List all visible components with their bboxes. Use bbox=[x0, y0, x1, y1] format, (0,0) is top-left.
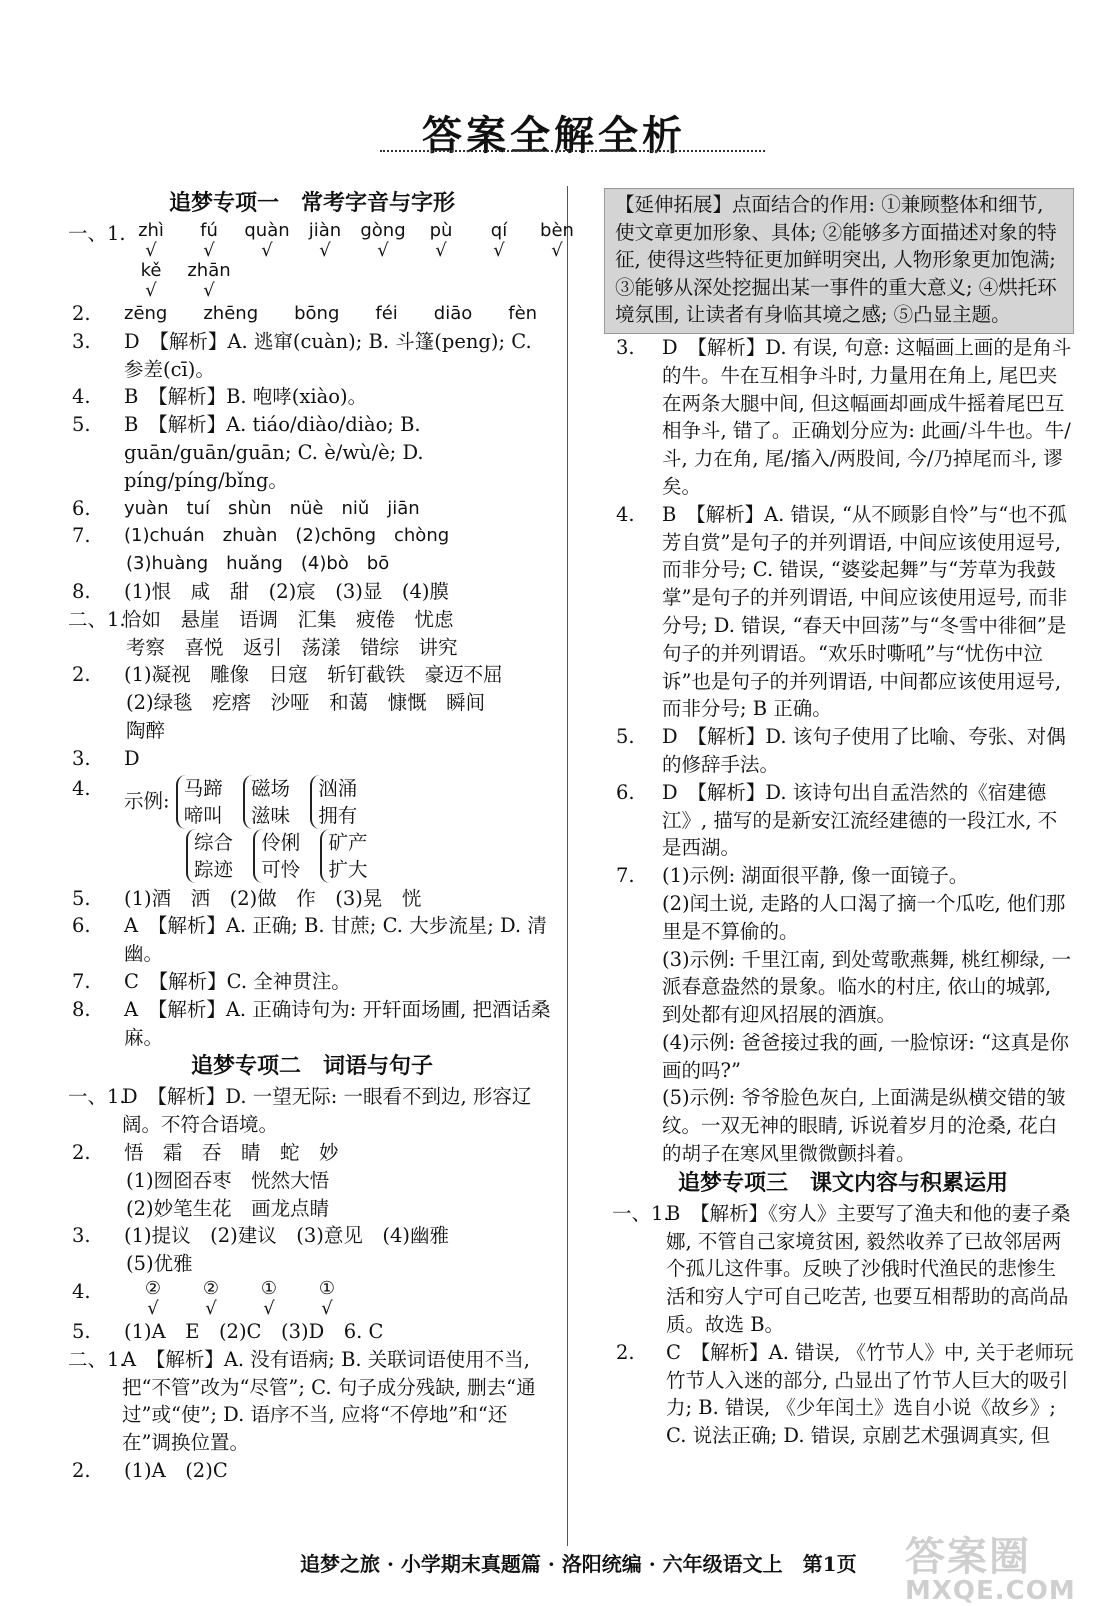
question-number: 5. bbox=[616, 725, 635, 749]
answer-text: (1)A (2)C bbox=[124, 1458, 228, 1482]
brace-group bbox=[310, 775, 357, 829]
pinyin-text: quàn bbox=[244, 220, 290, 241]
question-number: 8. bbox=[72, 579, 91, 603]
column-divider bbox=[567, 186, 568, 1546]
pinyin-item bbox=[240, 1278, 298, 1318]
question-number: 一、1. bbox=[612, 1201, 670, 1225]
brace-groups bbox=[124, 775, 556, 829]
mark-row bbox=[124, 1278, 556, 1318]
question-number: 2. bbox=[72, 663, 91, 687]
answer-text: (1)恨 咸 甜 (2)宸 (3)显 (4)膜 bbox=[124, 579, 449, 603]
question-number: 7. bbox=[72, 524, 91, 548]
pinyin-item bbox=[182, 1278, 240, 1318]
brace-groups-2 bbox=[68, 829, 556, 883]
word: 汹涌 bbox=[318, 776, 358, 800]
question-number: 3. bbox=[72, 1224, 91, 1248]
answer-text: (1)chuán zhuàn (2)chōng chòng bbox=[124, 525, 450, 547]
answer-text: B 【解析】《穷人》主要写了渔夫和他的妻子桑娜, 不管自己家境贫困, 毅然收养了已故邻居两个孤儿这件事。反映了沙俄时代渔民的悲惨生活和穷人宁可自己吃苦, 也要互相帮助的高尚品质。故选 B。 bbox=[666, 1201, 1071, 1337]
question-number: 2. bbox=[72, 1140, 91, 1164]
answer-text: 考察 喜悦 返引 荡漾 错综 讲究 bbox=[126, 635, 458, 659]
pinyin-item bbox=[238, 220, 296, 260]
pinyin-text: bèn bbox=[540, 220, 574, 241]
question-number: 5. bbox=[72, 1319, 91, 1343]
section-title-1: 追梦专项一 常考字音与字形 bbox=[168, 191, 455, 216]
word: 扩大 bbox=[328, 857, 368, 881]
pinyin-item bbox=[180, 220, 238, 260]
check-icon: √ bbox=[321, 1297, 333, 1319]
answer-text: 陶醉 bbox=[126, 718, 166, 742]
pinyin-text: jiàn bbox=[308, 220, 342, 241]
question-number: 一、1. bbox=[68, 1085, 126, 1109]
pinyin-text: zhì bbox=[138, 220, 164, 241]
question-1-2 bbox=[68, 300, 556, 328]
pinyin-item bbox=[412, 220, 470, 260]
right-column bbox=[612, 188, 1074, 1450]
answer-text: (2)绿毯 疙瘩 沙哑 和蔼 慷慨 瞬间 bbox=[126, 691, 486, 715]
question-number: 4. bbox=[72, 385, 91, 409]
pinyin-row bbox=[122, 220, 586, 260]
question-2-2 bbox=[68, 661, 556, 689]
word: 综合 bbox=[194, 830, 234, 854]
word: 伶俐 bbox=[261, 830, 301, 854]
pinyin-item bbox=[298, 1278, 356, 1318]
answer-text: D 【解析】D. 该诗句出自孟浩然的《宿建德江》, 描写的是新安江流经建德的一段江水, 不是西湖。 bbox=[662, 780, 1058, 860]
answer-text: (1)A E (2)C (3)D 6. C bbox=[124, 1319, 384, 1343]
question-2-1 bbox=[68, 606, 556, 634]
question-r6 bbox=[612, 779, 1074, 862]
question-4-2 bbox=[68, 1457, 556, 1485]
answer-text: D 【解析】D. 一望无际: 一眼看不到边, 形容辽阔。不符合语境。 bbox=[122, 1085, 532, 1137]
pinyin-item bbox=[124, 1278, 182, 1318]
question-number: 2. bbox=[72, 1458, 91, 1482]
brace-group bbox=[243, 775, 290, 829]
question-number: 2. bbox=[72, 302, 91, 325]
question-number: 二、1. bbox=[68, 1347, 126, 1371]
pinyin-text: fú bbox=[200, 220, 218, 241]
pinyin-row bbox=[122, 260, 238, 300]
question-number: 二、1. bbox=[68, 607, 126, 631]
question-2-6 bbox=[68, 912, 556, 968]
watermark-logo bbox=[905, 1525, 1076, 1606]
watermark-url: MXQE.COM bbox=[905, 1576, 1076, 1606]
pinyin-item bbox=[470, 220, 528, 260]
answer-text: (1)示例: 湖面很平静, 像一面镜子。 bbox=[662, 864, 969, 888]
answer-text: (2)妙笔生花 画龙点睛 bbox=[126, 1196, 330, 1220]
answer-text: 恰如 悬崖 语调 汇集 疲倦 忧虑 bbox=[122, 607, 454, 631]
question-2-8 bbox=[68, 996, 556, 1052]
question-number: 3. bbox=[72, 329, 91, 353]
question-number: 4. bbox=[72, 1279, 91, 1303]
example-label: 示例: bbox=[124, 789, 170, 813]
question-r5 bbox=[612, 723, 1074, 779]
question-number: 7. bbox=[616, 864, 635, 888]
word: 拥有 bbox=[318, 803, 358, 827]
word: 磁场 bbox=[251, 776, 291, 800]
pinyin-text: kě bbox=[140, 260, 162, 281]
answer-text: D bbox=[124, 746, 140, 770]
watermark-text: 答案圈 bbox=[905, 1534, 1031, 1580]
question-2-4 bbox=[68, 775, 556, 829]
answer-text: (1)提议 (2)建议 (3)意见 (4)幽雅 bbox=[124, 1224, 449, 1248]
question-number: 5. bbox=[72, 413, 91, 437]
question-3-1 bbox=[68, 1083, 556, 1139]
answer-text: D 【解析】D. 有误, 句意: 这幅画上画的是角斗的牛。牛在互相争斗时, 力量用在角上, 尾巴夹在两条大腿中间, 但这幅画却画成牛摇着尾巴互相争斗, 错了。正确划分应为: 此画/斗牛也。牛/斗, 力在角, 尾/搐入/两股间, 今/乃掉尾而斗, 谬矣。 bbox=[662, 335, 1072, 498]
section-title-3: 追梦专项三 课文内容与积累运用 bbox=[677, 1170, 1008, 1196]
check-icon: √ bbox=[147, 1297, 159, 1319]
pinyin-item bbox=[354, 220, 412, 260]
question-t1 bbox=[612, 1200, 1074, 1339]
question-number: 3. bbox=[616, 335, 635, 359]
check-icon: √ bbox=[203, 240, 215, 261]
question-1-7 bbox=[68, 522, 556, 550]
word: 啼叫 bbox=[183, 803, 223, 827]
answer-text: B 【解析】A. tiáo/diào/diào; B. guān/guān/guān; C. è/wù/è; D. píng/píng/bǐng。 bbox=[124, 413, 424, 492]
brace-group bbox=[253, 829, 300, 883]
answer-text: (3)示例: 千里江南, 到处莺歌燕舞, 桃红柳绿, 一派春意盎然的景象。临水的村庄, 依山的城郭, 到处都有迎风招展的酒旗。 bbox=[662, 947, 1072, 1027]
answer-text: C 【解析】A. 错误, 《竹节人》中, 关于老师玩竹节人入迷的部分, 凸显出了竹节人巨大的吸引力; B. 错误, 《少年闰土》选自小说《故乡》; C. 说法正确; D. 错误, 京剧艺术强调真实, 但 bbox=[666, 1340, 1074, 1448]
answer-text: D 【解析】A. 逃窜(cuàn); B. 斗篷(peng); C. 参差(cī)。 bbox=[124, 329, 532, 381]
check-icon: √ bbox=[261, 240, 273, 261]
question-1-8 bbox=[68, 578, 556, 606]
question-1-1 bbox=[68, 220, 574, 261]
check-icon: √ bbox=[551, 240, 563, 261]
page-title: 答案全解全析 bbox=[422, 113, 686, 159]
answer-text: A 【解析】A. 正确诗句为: 开轩面场圃, 把酒话桑麻。 bbox=[124, 997, 551, 1049]
pinyin-item bbox=[122, 220, 180, 260]
pinyin-group bbox=[122, 220, 586, 260]
pinyin-text: qí bbox=[490, 220, 508, 241]
question-number: 8. bbox=[72, 997, 91, 1021]
question-number: 5. bbox=[72, 886, 91, 910]
section-title-2: 追梦专项二 词语与句子 bbox=[190, 1054, 433, 1080]
question-2-5 bbox=[68, 885, 556, 913]
answer-text: (5)优雅 bbox=[126, 1252, 193, 1276]
pinyin-text: gòng bbox=[360, 220, 406, 241]
page-footer: 追梦之旅 · 小学期末真题篇 · 洛阳统编 · 六年级语文上 第1页 bbox=[300, 1552, 857, 1576]
answer-text: (5)示例: 爷爷脸色灰白, 上面满是纵横交错的皱纹。一双无神的眼睛, 诉说着岁月的沧桑, 花白的胡子在寒风里微微颤抖着。 bbox=[662, 1086, 1066, 1166]
brace-group bbox=[176, 775, 223, 829]
word: 可怜 bbox=[261, 857, 301, 881]
pinyin-item bbox=[528, 220, 586, 260]
question-1-3 bbox=[68, 328, 556, 384]
answer-text: D 【解析】D. 该句子使用了比喻、夸张、对偶的修辞手法。 bbox=[662, 725, 1066, 776]
question-number: 4. bbox=[72, 776, 91, 800]
extension-box: 【延伸拓展】点面结合的作用: ①兼顾整体和细节, 使文章更加形象、具体; ②能够多方面描述对象的特征, 使得这些特征更加鲜明突出, 人物形象更加饱满; ③能够从深处挖掘出某一事件的重大意义; ④烘托环境氛围, 让读者有身临其境之感; ⑤凸显主题。 bbox=[604, 188, 1074, 334]
word: 马蹄 bbox=[183, 776, 223, 800]
check-icon: √ bbox=[203, 280, 215, 301]
question-4-1 bbox=[68, 1346, 556, 1457]
question-3-2 bbox=[68, 1139, 556, 1167]
check-icon: √ bbox=[435, 240, 447, 261]
word: 滋味 bbox=[251, 803, 291, 827]
answer-text: (1)囫囵吞枣 恍然大悟 bbox=[126, 1168, 330, 1192]
question-1-1-cont bbox=[68, 260, 556, 300]
question-number: 2. bbox=[616, 1340, 635, 1364]
title-rule bbox=[380, 150, 765, 152]
pinyin-list: zēng zhēng bōng féi diāo fèn bbox=[124, 303, 538, 324]
answer-text: (1)酒 洒 (2)做 作 (3)晃 恍 bbox=[124, 886, 422, 910]
question-3-5 bbox=[68, 1318, 556, 1346]
answer-text: (2)闰土说, 走路的人口渴了摘一个瓜吃, 他们那里是不算偷的。 bbox=[662, 891, 1066, 943]
answer-text: 悟 霜 吞 睛 蛇 妙 bbox=[124, 1140, 339, 1164]
question-number: 6. bbox=[72, 914, 91, 938]
question-number: 6. bbox=[616, 780, 635, 804]
check-icon: √ bbox=[493, 240, 505, 261]
pinyin-text: ② bbox=[202, 1277, 220, 1299]
pinyin-item bbox=[122, 260, 180, 300]
pinyin-text: pù bbox=[429, 220, 453, 241]
question-1-4 bbox=[68, 383, 556, 411]
answer-text: yuàn tuí shùn nüè niǔ jiān bbox=[124, 497, 420, 519]
question-number: 一、1. bbox=[68, 222, 126, 245]
check-icon: √ bbox=[319, 240, 331, 261]
answer-text: A 【解析】A. 正确; B. 甘蔗; C. 大步流星; D. 清幽。 bbox=[124, 914, 547, 966]
answer-text: (3)huàng huǎng (4)bò bō bbox=[126, 553, 390, 575]
question-number: 4. bbox=[616, 502, 635, 526]
question-3-4 bbox=[68, 1278, 556, 1318]
answer-text: (4)示例: 爸爸接过我的画, 一脸惊讶: “这真是你画的吗?” bbox=[662, 1030, 1070, 1082]
answer-text: (1)凝视 雕像 日寇 斩钉截铁 豪迈不屈 bbox=[124, 663, 503, 687]
pinyin-text: zhān bbox=[187, 260, 231, 281]
answer-text: C 【解析】C. 全神贯注。 bbox=[124, 969, 351, 993]
question-r3 bbox=[612, 334, 1074, 501]
check-icon: √ bbox=[145, 240, 157, 261]
answer-text: A 【解析】A. 没有语病; B. 关联词语使用不当, 把“不管”改为“尽管”; C. 句子成分残缺, 删去“通过”或“使”; D. 语序不当, 应将“不停地”和“还在”调换位置。 bbox=[122, 1347, 536, 1455]
pinyin-text: ① bbox=[318, 1277, 336, 1299]
question-t2 bbox=[612, 1339, 1074, 1450]
question-3-3 bbox=[68, 1222, 556, 1250]
word: 踪迹 bbox=[194, 857, 234, 881]
brace-group bbox=[320, 829, 367, 883]
question-r4 bbox=[612, 501, 1074, 723]
answer-text: B 【解析】B. 咆哮(xiào)。 bbox=[124, 385, 368, 409]
brace-group bbox=[186, 829, 233, 883]
check-icon: √ bbox=[145, 280, 157, 301]
mark-group bbox=[124, 1278, 556, 1318]
pinyin-text: ② bbox=[144, 1277, 162, 1299]
answer-text: B 【解析】A. 错误, “从不顾影自怜”与“也不孤芳自赏”是句子的并列谓语, 中间应该使用逗号, 而非分号; C. 错误, “婆娑起舞”与“芳草为我鼓掌”是句子的并列谓语, 中间应该使用逗号, 而非分号; D. 错误, “春天中回荡”与“冬雪中徘徊”是句子的并列谓语。“欢乐时嘶吼”与“忧伤中泣诉”也是句子的并列谓语, 中间都应该使用逗号, 而非分号; B 正确。 bbox=[662, 502, 1068, 721]
pinyin-text: ① bbox=[260, 1277, 278, 1299]
question-2-3 bbox=[68, 745, 556, 773]
question-number: 7. bbox=[72, 969, 91, 993]
question-2-7 bbox=[68, 968, 556, 996]
check-icon: √ bbox=[205, 1297, 217, 1319]
check-icon: √ bbox=[263, 1297, 275, 1319]
question-1-5 bbox=[68, 411, 556, 494]
question-number: 3. bbox=[72, 746, 91, 770]
question-number: 6. bbox=[72, 496, 91, 520]
check-icon: √ bbox=[377, 240, 389, 261]
pinyin-item bbox=[180, 260, 238, 300]
left-column bbox=[68, 188, 574, 1485]
pinyin-item bbox=[296, 220, 354, 260]
word: 矿产 bbox=[328, 830, 368, 854]
question-1-6 bbox=[68, 495, 556, 523]
question-r7 bbox=[612, 862, 1074, 890]
